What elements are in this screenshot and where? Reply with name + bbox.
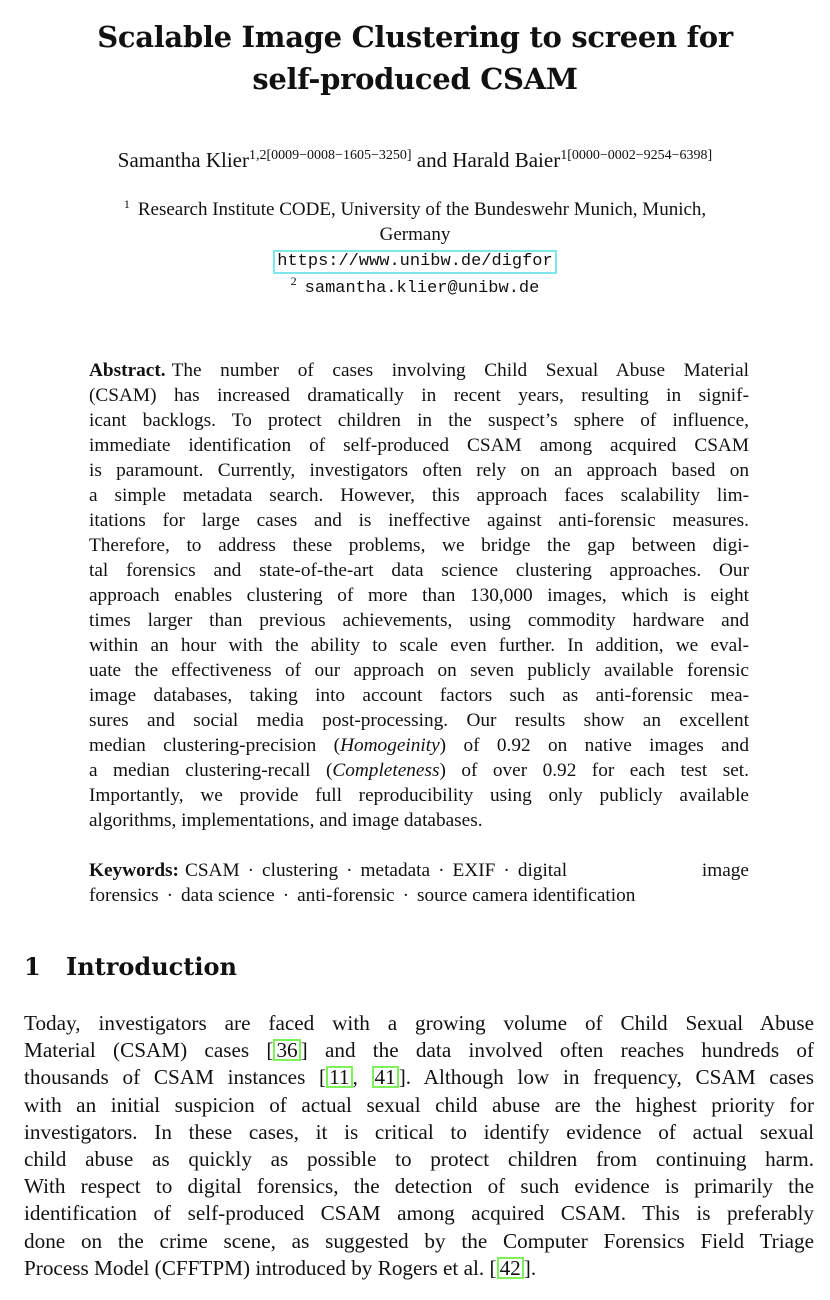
keyword: CSAM xyxy=(184,860,240,881)
author-affiliation-marks: 1[0000−0002−9254−6398] xyxy=(560,148,713,163)
affiliation-url-link[interactable]: https://www.unibw.de/digfor xyxy=(273,250,556,274)
citation-link[interactable]: 11 xyxy=(326,1066,352,1088)
section-heading-introduction xyxy=(24,950,237,984)
affiliation-1-country: Germany xyxy=(379,224,451,245)
citation-link[interactable]: 36 xyxy=(273,1039,300,1061)
keyword: metadata xyxy=(360,860,431,881)
keyword: EXIF xyxy=(452,860,496,881)
affiliation-mark: 2 xyxy=(290,274,297,288)
keywords: Keywords: CSAM · clustering · metadata · EXIF · digital image forensics · data science · anti-forensic · source camera identification xyxy=(89,860,749,906)
keyword: source camera identification xyxy=(416,885,636,906)
section-title: Introduction xyxy=(66,952,237,981)
citation-link[interactable]: 42 xyxy=(497,1257,524,1279)
title-line-2: self-produced CSAM xyxy=(252,62,578,96)
section-number: 1 xyxy=(24,952,41,981)
keyword: anti-forensic xyxy=(297,885,395,906)
author-conjunction: and xyxy=(416,148,448,172)
introduction-paragraph: Today, investigators are faced with a growing volume of Child Sexual Abuse Material (CSAM) cases [ 36 ] and the data involved often reaches hundreds of thousands of CSAM instances [ 11 , 41 ]. Although low in frequency, CSAM cases with an initial suspicion of actual sexual child abuse are the highest priority for investigators. In these cases, it is critical to identify evidence of actual sexual child abuse as quickly as possible to protect children from continuing harm. With respect to digital forensics, the detection of such evidence is primarily the identification of self-produced CSAM among acquired CSAM. This is preferably done on the crime scene, as suggested by the Computer Forensics Field Triage Process Model (CFFTPM) introduced by Rogers et al. [ 42 ]. xyxy=(24,1011,814,1280)
author-list xyxy=(0,146,830,174)
term-completeness: Completeness xyxy=(332,760,440,781)
affiliations xyxy=(0,197,830,301)
author-name: Harald Baier xyxy=(452,148,561,172)
affiliation-2 xyxy=(0,274,830,301)
term-homogeneity: Homogeinity xyxy=(340,735,440,756)
keyword: digital image xyxy=(517,860,749,881)
citation-link[interactable]: 41 xyxy=(372,1066,399,1088)
author-affiliation-marks: 1,2[0009−0008−1605−3250] xyxy=(248,148,412,163)
affiliation-mark: 1 xyxy=(123,197,130,211)
abstract: Abstract. The number of cases involving Child Sexual Abuse Material (CSAM) has increased dramatically in recent years, resulting in signif- icant backlogs. To protect children in the suspect’s sphere of influence, immediate identification of self-produced CSAM among acquired CSAM is paramount. Currently, investigators often rely on an approach based on a simple metadata search. However, this approach faces scalability lim- itations for large cases and is ineffective against anti-forensic measures. Therefore, to address these problems, we bridge the gap between digi- tal forensics and state-of-the-art data science clustering approaches. Our approach enables clustering of more than 130,000 images, which is eight times larger than previous achievements, using commodity hardware and within an hour with the ability to scale even further. In addition, we eval- uate the effectiveness of our approach on seven publicly available forensic image databases, taking into account factors such as anti-forensic mea- sures and social media post-processing. Our results show an excellent median clustering-precision (Homogeinity) of 0.92 on native images and a median clustering-recall (Completeness) of over 0.92 for each test set. Importantly, we provide full reproducibility using only publicly available algorithms, implementations, and image databases. xyxy=(89,360,749,831)
author-name: Samantha Klier xyxy=(117,148,249,172)
keyword: clustering xyxy=(262,860,339,881)
paper-title xyxy=(0,16,830,100)
affiliation-1: $^1$ Research Institute CODE, University of the Bundeswehr Munich, Munich, xyxy=(123,197,707,220)
keywords-label: Keywords: xyxy=(89,860,179,881)
keyword: forensics xyxy=(89,885,159,906)
title-line-1: Scalable Image Clustering to screen for xyxy=(97,20,733,54)
abstract-label: Abstract. xyxy=(89,360,166,381)
keyword: data science xyxy=(181,885,275,906)
author-email: samantha.klier@unibw.de xyxy=(304,279,540,298)
